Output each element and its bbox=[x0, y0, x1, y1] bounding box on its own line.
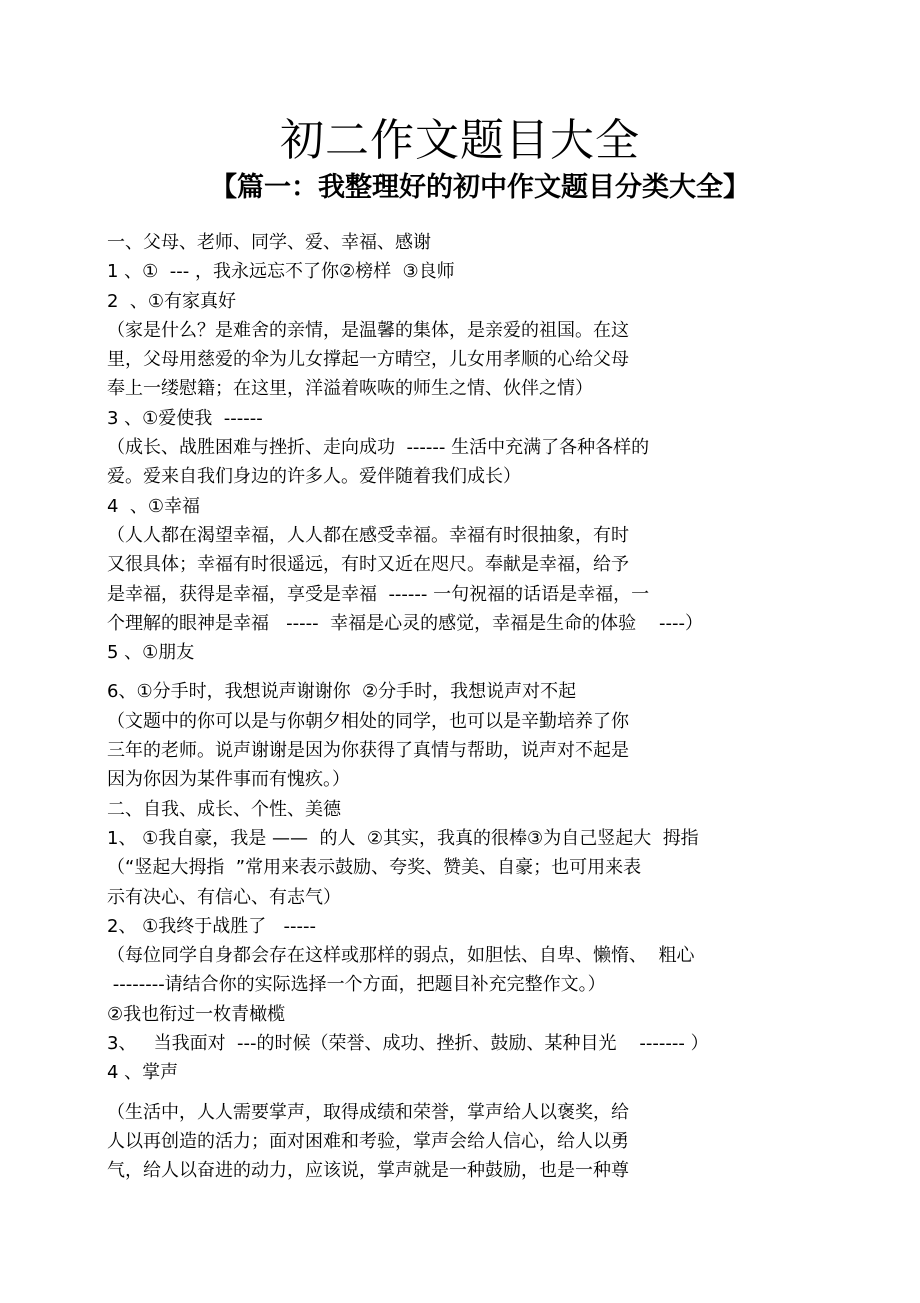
paragraph-gap bbox=[107, 1088, 827, 1098]
text-line: --------请结合你的实际选择一个方面，把题目补充完整作文。） bbox=[107, 974, 606, 996]
text-line: 爱。爱来自我们身边的许多人。爱伴随着我们成长） bbox=[107, 466, 521, 488]
document-body bbox=[107, 228, 827, 1186]
text-line: （家是什么？是难舍的亲情，是温馨的集体，是亲爱的祖国。在这 bbox=[107, 319, 629, 341]
text-line: 奉上一缕慰籍；在这里，洋溢着咴咴的师生之情、伙伴之情） bbox=[107, 378, 593, 400]
text-line: 5 、①朋友 bbox=[107, 642, 195, 664]
text-line: 4 、①幸福 bbox=[107, 495, 201, 517]
text-line: （文题中的你可以是与你朝夕相处的同学，也可以是辛勤培养了你 bbox=[107, 710, 629, 732]
text-line: （“竖起大拇指 ”常用来表示鼓励、夸奖、赞美、自豪；也可用来表 bbox=[107, 857, 642, 879]
document-subtitle: 【篇一：我整理好的初中作文题目分类大全】 bbox=[210, 172, 750, 203]
text-line: 示有决心、有信心、有志气） bbox=[107, 886, 341, 908]
text-line: 1、 ①我自豪，我是 —— 的人 ②其实，我真的很棒③为自己竖起大 拇指 bbox=[107, 827, 699, 849]
text-line: 个理解的眼神是幸福 ----- 幸福是心灵的感觉，幸福是生命的体验 ----） bbox=[107, 612, 703, 634]
text-line: 二、自我、成长、个性、美德 bbox=[107, 798, 341, 820]
text-line: （成长、战胜困难与挫折、走向成功 ------ 生活中充满了各种各样的 bbox=[107, 437, 650, 459]
text-line: 4 、掌声 bbox=[107, 1062, 179, 1084]
text-line: （每位同学自身都会存在这样或那样的弱点，如胆怯、自卑、懒惰、 粗心 bbox=[107, 945, 695, 967]
text-line: 气，给人以奋进的动力，应该说，掌声就是一种鼓励，也是一种尊 bbox=[107, 1160, 629, 1182]
text-line: 2、 ①我终于战胜了 ----- bbox=[107, 915, 316, 937]
text-line: 是幸福，获得是幸福，享受是幸福 ------ 一句祝福的话语是幸福，一 bbox=[107, 583, 650, 605]
text-line: 2 、①有家真好 bbox=[107, 290, 237, 312]
text-line: 一、父母、老师、同学、爱、幸福、感谢 bbox=[107, 232, 431, 253]
text-line: 又很具体；幸福有时很遥远，有时又近在咫尺。奉献是幸福，给予 bbox=[107, 554, 629, 576]
text-line: （生活中，人人需要掌声，取得成绩和荣誉，掌声给人以褒奖，给 bbox=[107, 1101, 629, 1123]
text-line: 3 、①爱使我 ------ bbox=[107, 407, 263, 429]
text-line: 6、①分手时，我想说声谢谢你 ②分手时，我想说声对不起 bbox=[107, 681, 577, 703]
text-line: 人以再创造的活力；面对困难和考验，掌声会给人信心，给人以勇 bbox=[107, 1130, 629, 1152]
text-line: 三年的老师。说声谢谢是因为你获得了真情与帮助，说声对不起是 bbox=[107, 740, 629, 762]
text-line: （人人都在渴望幸福，人人都在感受幸福。幸福有时很抽象，有时 bbox=[107, 524, 629, 546]
text-line: 3、 当我面对 ---的时候（荣誉、成功、挫折、鼓励、某种目光 ------- ） bbox=[107, 1033, 709, 1055]
text-line: 1 、① --- ，我永远忘不了你②榜样 ③良师 bbox=[107, 261, 455, 283]
paragraph-gap bbox=[107, 667, 827, 677]
document-title: 初二作文题目大全 bbox=[280, 115, 640, 166]
text-line: ②我也衔过一枚青橄榄 bbox=[107, 1003, 286, 1025]
text-line: 因为你因为某件事而有愧疚。） bbox=[107, 769, 350, 791]
text-line: 里，父母用慈爱的伞为儿女撑起一方晴空，儿女用孝顺的心给父母 bbox=[107, 349, 629, 371]
